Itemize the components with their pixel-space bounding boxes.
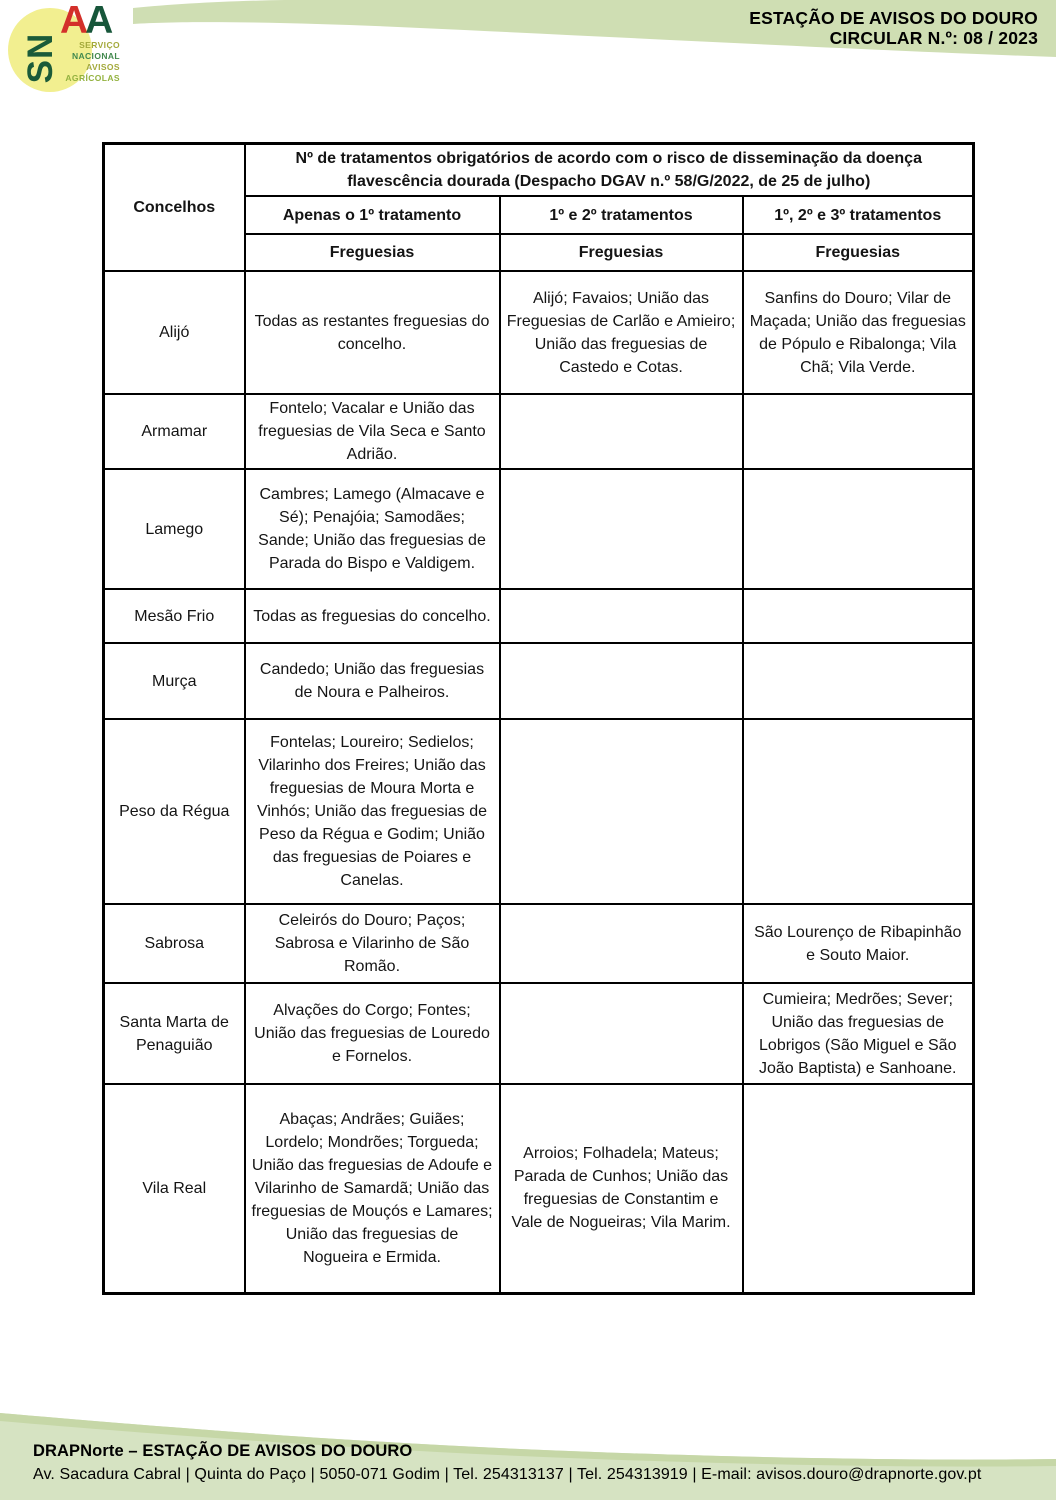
freguesias-header-2: Freguesias (500, 234, 743, 271)
freguesias-cell-t1: Alvações do Corgo; Fontes; União das freguesias de Louredo e Fornelos. (245, 983, 500, 1084)
concelho-name-cell: Armamar (104, 394, 245, 469)
treatment-level-header-3: 1º, 2º e 3º tratamentos (743, 196, 974, 234)
freguesias-cell-t2 (500, 719, 743, 904)
circular-number: CIRCULAR N.º: 08 / 2023 (829, 27, 1038, 48)
logo-subtitle-line: AGRÍCOLAS (65, 73, 120, 83)
freguesias-cell-t1: Cambres; Lamego (Almacave e Sé); Penajóia; Samodães; Sande; União das freguesias de Parada do Bispo e Valdigem. (245, 469, 500, 589)
freguesias-cell-t3 (743, 394, 974, 469)
footer-address: Av. Sacadura Cabral | Quinta do Paço | 5050-071 Godim | Tel. 254313137 | Tel. 254313919 | E-mail: avisos.douro@drapnorte.gov.pt (33, 1466, 982, 1483)
table-row (104, 983, 974, 1084)
freguesias-cell-t2 (500, 469, 743, 589)
table-row (104, 643, 974, 719)
freguesias-cell-t2 (500, 643, 743, 719)
footer-organization: DRAPNorte – ESTAÇÃO DE AVISOS DO DOURO (33, 1442, 413, 1460)
concelho-name-cell: Peso da Régua (104, 719, 245, 904)
treatments-span-header: Nº de tratamentos obrigatórios de acordo com o risco de disseminação da doença flavescência dourada (Despacho DGAV n.º 58/G/2022, de 25 de julho) (245, 144, 974, 197)
logo-a-green: A (85, 0, 111, 42)
treatment-level-header-1: Apenas o 1º tratamento (245, 196, 500, 234)
table-row (104, 589, 974, 643)
concelho-name-cell: Mesão Frio (104, 589, 245, 643)
concelho-name-cell: Lamego (104, 469, 245, 589)
freguesias-cell-t1: Fontelas; Loureiro; Sedielos; Vilarinho dos Freires; União das freguesias de Moura Morta e Vinhós; União das freguesias de Peso da Régua e Godim; União das freguesias de Poiares e Canelas. (245, 719, 500, 904)
logo-a-red: A (60, 0, 86, 42)
freguesias-cell-t1: Todas as restantes freguesias do concelho. (245, 271, 500, 394)
freguesias-cell-t2 (500, 983, 743, 1084)
concelho-name-cell: Santa Marta de Penaguião (104, 983, 245, 1084)
snaa-logo (8, 2, 128, 102)
freguesias-cell-t2 (500, 394, 743, 469)
freguesias-cell-t3: São Lourenço de Ribapinhão e Souto Maior. (743, 904, 974, 983)
freguesias-header-1: Freguesias (245, 234, 500, 271)
concelhos-header-cell: Concelhos (104, 144, 245, 272)
concelho-name-cell: Alijó (104, 271, 245, 394)
table-row (104, 271, 974, 394)
treatment-level-header-2: 1º e 2º tratamentos (500, 196, 743, 234)
freguesias-cell-t3: Cumieira; Medrões; Sever; União das freguesias de Lobrigos (São Miguel e São João Baptista) e Sanhoane. (743, 983, 974, 1084)
treatments-table (102, 142, 975, 1295)
freguesias-cell-t2: Alijó; Favaios; União das Freguesias de Carlão e Amieiro; União das freguesias de Castedo e Cotas. (500, 271, 743, 394)
freguesias-cell-t2 (500, 589, 743, 643)
table-header-row (104, 144, 974, 197)
logo-subtitle-line: NACIONAL (71, 51, 120, 61)
freguesias-cell-t3: Sanfins do Douro; Vilar de Maçada; União das freguesias de Pópulo e Ribalonga; Vila Chã; Vila Verde. (743, 271, 974, 394)
logo-sn-text: SN (21, 32, 60, 84)
table-row (104, 394, 974, 469)
table-row (104, 469, 974, 589)
logo-subtitle-line: AVISOS (86, 62, 120, 72)
freguesias-cell-t3 (743, 643, 974, 719)
table-row (104, 904, 974, 983)
document-header (749, 9, 1038, 48)
freguesias-cell-t1: Fontelo; Vacalar e União das freguesias de Vila Seca e Santo Adrião. (245, 394, 500, 469)
freguesias-cell-t3 (743, 719, 974, 904)
logo-subtitle (46, 40, 120, 84)
freguesias-cell-t1: Todas as freguesias do concelho. (245, 589, 500, 643)
freguesias-cell-t1: Candedo; União das freguesias de Noura e Palheiros. (245, 643, 500, 719)
freguesias-cell-t3 (743, 589, 974, 643)
concelho-name-cell: Murça (104, 643, 245, 719)
freguesias-cell-t3 (743, 469, 974, 589)
concelho-name-cell: Vila Real (104, 1084, 245, 1293)
freguesias-cell-t1: Celeirós do Douro; Paços; Sabrosa e Vilarinho de São Romão. (245, 904, 500, 983)
logo-subtitle-line: SERVIÇO (79, 40, 120, 50)
concelho-name-cell: Sabrosa (104, 904, 245, 983)
freguesias-cell-t3 (743, 1084, 974, 1293)
freguesias-cell-t2: Arroios; Folhadela; Mateus; Parada de Cunhos; União das freguesias de Constantim e Vale de Nogueiras; Vila Marim. (500, 1084, 743, 1293)
station-title: ESTAÇÃO DE AVISOS DO DOURO (749, 8, 1038, 28)
freguesias-cell-t2 (500, 904, 743, 983)
freguesias-header-3: Freguesias (743, 234, 974, 271)
freguesias-cell-t1: Abaças; Andrães; Guiães; Lordelo; Mondrões; Torgueda; União das freguesias de Adoufe e Vilarinho de Samardã; União das freguesias de Mouçós e Lamares; União das freguesias de Nogueira e Ermida. (245, 1084, 500, 1293)
table-row (104, 719, 974, 904)
logo-aa-text (60, 2, 110, 40)
table-row (104, 1084, 974, 1293)
